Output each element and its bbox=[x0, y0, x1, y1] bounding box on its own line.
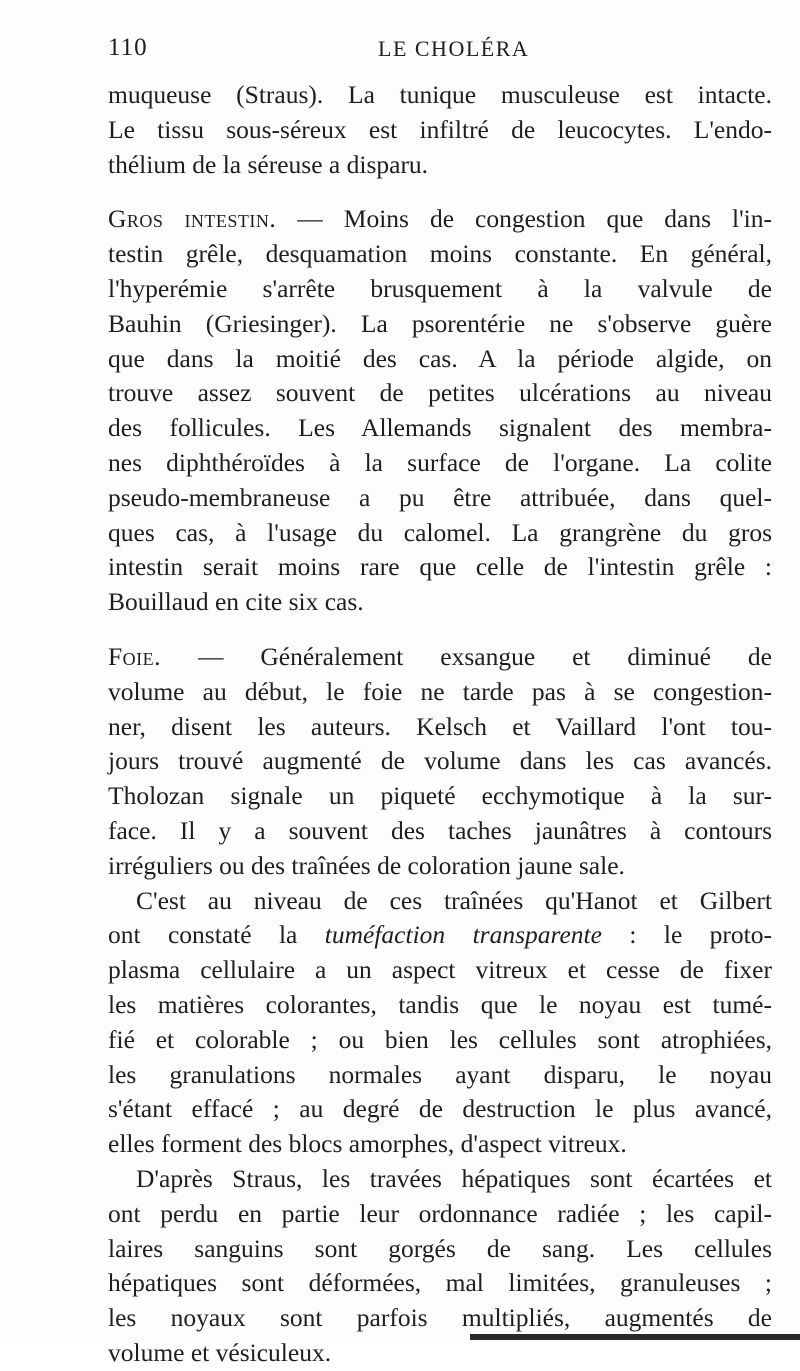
text-line: nes diphthéroïdes à la surface de l'organe. La colite bbox=[108, 447, 772, 477]
text-line: Le tissu sous-séreux est infiltré de leucocytes. L'endo- bbox=[108, 114, 772, 144]
text-line: face. Il y a souvent des taches jaunâtres à contours bbox=[108, 815, 772, 845]
text-line: trouve assez souvent de petites ulcérations au niveau bbox=[108, 378, 772, 408]
text-run: : le proto- bbox=[601, 920, 772, 950]
body-text bbox=[108, 78, 772, 1371]
text-line: pseudo-membraneuse a pu être attribuée, dans quel- bbox=[108, 482, 772, 512]
text-line: irréguliers ou des traînées de coloration jaune sale. bbox=[108, 850, 625, 880]
text-line: volume au début, le foie ne tarde pas à se congestion- bbox=[108, 676, 772, 706]
section-heading: Gros bbox=[108, 204, 164, 234]
text-line: l'hyperémie s'arrête brusquement à la valvule de bbox=[108, 273, 772, 303]
text-line: intestin serait moins rare que celle de l'intestin grêle : bbox=[108, 552, 772, 582]
text-line bbox=[108, 640, 772, 675]
text-line: des follicules. Les Allemands signalent des membra- bbox=[108, 413, 772, 443]
text-line: hépatiques sont déformées, mal limitées, granuleuses ; bbox=[108, 1268, 772, 1298]
text-line: fié et colorable ; ou bien les cellules sont atrophiées, bbox=[108, 1024, 772, 1054]
paragraph-gros-intestin bbox=[108, 202, 772, 620]
page-number: 110 bbox=[108, 34, 148, 61]
text-line: les matières colorantes, tandis que le noyau est tumé- bbox=[108, 989, 772, 1019]
text-line: plasma cellulaire a un aspect vitreux et cesse de fixer bbox=[108, 955, 772, 985]
text-line: Bouillaud en cite six cas. bbox=[108, 587, 364, 617]
text-run: — Moins de congestion que dans l'in- bbox=[276, 204, 773, 234]
text-line: jours trouvé augmenté de volume dans les cas avancés. bbox=[108, 746, 772, 776]
section-heading: Foie. bbox=[108, 641, 162, 671]
text-line: que dans la moitié des cas. A la période algide, on bbox=[108, 343, 772, 373]
text-line: ont perdu en partie leur ordonnance radiée ; les capil- bbox=[108, 1198, 772, 1228]
italic-term: tuméfaction transparente bbox=[324, 920, 602, 950]
text-line: C'est au niveau de ces traînées qu'Hanot et Gilbert bbox=[136, 885, 772, 915]
text-line: elles forment des blocs amorphes, d'aspect vitreux. bbox=[108, 1129, 627, 1159]
text-line: testin grêle, desquamation moins constante. En général, bbox=[108, 239, 772, 269]
text-line: les noyaux sont parfois multipliés, augmentés de bbox=[108, 1303, 772, 1333]
page-edge-shadow bbox=[470, 1334, 800, 1340]
paragraph-muqueuse bbox=[108, 78, 772, 182]
text-line: ner, disent les auteurs. Kelsch et Vaillard l'ont tou- bbox=[108, 711, 772, 741]
running-head bbox=[108, 34, 768, 64]
paragraph-foie bbox=[108, 640, 772, 884]
text-line: laires sanguins sont gorgés de sang. Les cellules bbox=[108, 1233, 772, 1263]
text-line: ques cas, à l'usage du calomel. La grangrène du gros bbox=[108, 517, 772, 547]
text-line: D'après Straus, les travées hépatiques sont écartées et bbox=[136, 1163, 772, 1193]
text-line: thélium de la séreuse a disparu. bbox=[108, 149, 429, 179]
text-line: s'étant effacé ; au degré de destruction le plus avancé, bbox=[108, 1094, 772, 1124]
section-heading: intestin. bbox=[184, 204, 277, 234]
text-line: volume et vésiculeux. bbox=[108, 1337, 332, 1367]
text-line bbox=[108, 202, 772, 237]
text-line: Tholozan signale un piqueté ecchymotique à la sur- bbox=[108, 781, 772, 811]
paragraph-tumefaction bbox=[108, 884, 772, 1162]
text-line: Bauhin (Griesinger). La psorentérie ne s'observe guère bbox=[108, 308, 772, 338]
text-line: muqueuse (Straus). La tunique musculeuse est intacte. bbox=[108, 80, 772, 109]
text-run: ont constaté la bbox=[108, 920, 325, 950]
text-run: — Généralement exsangue et diminué de bbox=[161, 641, 772, 671]
text-line: les granulations normales ayant disparu, le noyau bbox=[108, 1059, 772, 1089]
text-line bbox=[108, 918, 772, 953]
running-title: LE CHOLÉRA bbox=[378, 36, 530, 61]
